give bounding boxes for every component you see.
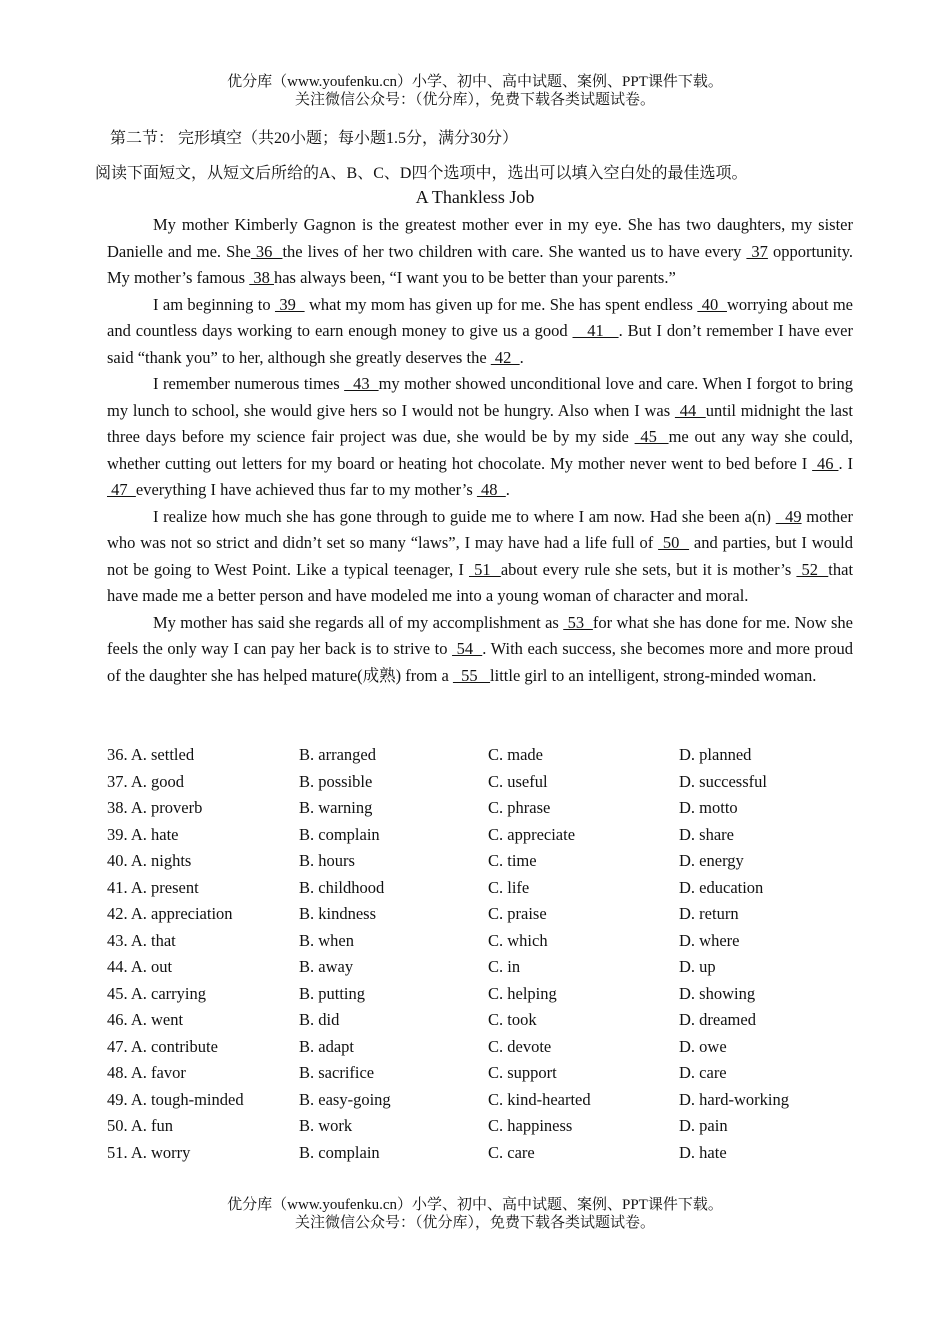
option-b: B. complain: [299, 1142, 380, 1162]
passage-paragraph: [107, 292, 853, 372]
passage-paragraph: [107, 212, 853, 292]
option-c: C. made: [488, 745, 543, 764]
footer-line-2: 关注微信公众号：（优分库），免费下载各类试题试卷。: [294, 1215, 655, 1231]
option-c: C. helping: [488, 983, 557, 1003]
option-a: 48. A. favor: [107, 1063, 186, 1082]
cloze-blank: 52: [796, 559, 829, 579]
cloze-blank: 41: [572, 321, 619, 340]
option-c: C. support: [488, 1063, 557, 1082]
option-a: 50. A. fun: [107, 1116, 173, 1135]
option-a: 43. A. that: [107, 930, 176, 950]
cloze-blank: 42: [490, 347, 520, 367]
option-d: D. care: [679, 1063, 727, 1082]
passage-text: I am beginning to: [153, 294, 275, 314]
passage-paragraph: [107, 371, 853, 504]
option-c: C. care: [488, 1142, 535, 1162]
passage-text: My mother Kimberly Gagnon is the greatest mother ever in my eye. She has two daughters, my sister Danielle and me. She: [107, 215, 853, 261]
option-c: C. devote: [488, 1036, 552, 1056]
option-c: C. life: [488, 877, 530, 897]
option-a: 49. A. tough-minded: [107, 1089, 244, 1109]
option-c: C. useful: [488, 771, 548, 791]
option-a: 40. A. nights: [107, 851, 192, 870]
option-d: D. return: [679, 904, 739, 923]
cloze-blank: 50: [658, 533, 690, 552]
option-c: C. kind-hearted: [488, 1089, 591, 1109]
question-options-row: [107, 848, 853, 875]
cloze-blank: 38: [249, 268, 274, 287]
option-d: D. energy: [679, 851, 744, 870]
passage-text: I remember numerous times: [153, 374, 345, 393]
cloze-blank: 48: [476, 480, 506, 499]
section-title: 第二节： 完形填空（共20小题；每小题1.5分，满分30分）: [110, 130, 519, 147]
option-b: B. complain: [299, 824, 380, 844]
option-c: C. took: [488, 1010, 537, 1029]
option-b: B. putting: [299, 983, 366, 1003]
passage-text: everything I have achieved thus far to my mother’s: [135, 480, 477, 499]
option-a: 42. A. appreciation: [107, 904, 233, 923]
passage-text: has always been, “I want you to be better than your parents.”: [273, 268, 676, 287]
passage-text: mother who was not so strict and didn’t set so many “laws”, I may have had a life full of: [107, 506, 853, 552]
question-options-row: [107, 901, 853, 928]
option-c: C. appreciate: [488, 824, 576, 844]
option-b: B. sacrifice: [299, 1063, 375, 1082]
passage-text: little girl to an intelligent, strong-minded woman.: [490, 665, 817, 685]
question-options-row: [107, 1113, 853, 1140]
option-b: B. warning: [299, 798, 373, 817]
passage-text: . But I don’t remember I have ever said “thank you” to her, although she greatly deserves the: [107, 321, 853, 367]
passage-title: A Thankless Job: [415, 187, 535, 207]
question-options-row: [107, 1087, 853, 1114]
option-a: 47. A. contribute: [107, 1036, 218, 1056]
question-options-row: [107, 981, 853, 1008]
option-c: C. which: [488, 930, 548, 950]
passage-text: I realize how much she has gone through to guide me to where I am now. Had she been a(n): [153, 506, 776, 526]
question-options-row: [107, 954, 853, 981]
option-d: D. where: [679, 930, 740, 950]
option-b: B. possible: [299, 771, 373, 791]
option-d: D. pain: [679, 1116, 728, 1135]
option-a: 45. A. carrying: [107, 983, 206, 1003]
option-b: B. easy-going: [299, 1089, 391, 1109]
cloze-blank: 55: [452, 665, 491, 685]
passage-text: . I: [838, 453, 854, 473]
option-d: D. hate: [679, 1142, 727, 1162]
passage-text: My mother has said she regards all of my accomplishment as: [153, 612, 564, 632]
page-footer: [0, 1196, 950, 1232]
option-d: D. up: [679, 957, 716, 976]
option-d: D. education: [679, 877, 764, 897]
passage-text: the lives of her two children with care. She wanted us to have every: [282, 241, 747, 261]
question-options-row: [107, 1007, 853, 1034]
passage-paragraph: [107, 610, 853, 690]
passage-text: worrying about me and countless days working to earn enough money to give us a good: [107, 294, 854, 340]
option-a: 36. A. settled: [107, 745, 195, 764]
header-line-2: 关注微信公众号：（优分库），免费下载各类试题试卷。: [294, 92, 655, 108]
passage-text: me out any way she could, whether cutting out letters for my board or heating hot chocolate. My mother never went to bed before I: [107, 427, 853, 473]
option-a: 38. A. proverb: [107, 798, 203, 817]
passage: [107, 212, 853, 689]
options-list: [107, 742, 853, 1166]
passage-text: what my mom has given up for me. She has spent endless: [304, 294, 698, 314]
cloze-blank: 39: [274, 294, 305, 314]
cloze-blank: 46: [812, 453, 839, 473]
header-line-1: 优分库（www.youfenku.cn）小学、初中、高中试题、案例、PPT课件下载。: [227, 74, 723, 90]
option-d: D. showing: [679, 983, 756, 1003]
option-b: B. arranged: [299, 745, 376, 764]
option-b: B. when: [299, 930, 354, 950]
option-c: C. time: [488, 851, 537, 870]
cloze-blank: 36: [250, 241, 283, 261]
option-b: B. away: [299, 957, 354, 976]
option-d: D. motto: [679, 798, 738, 817]
page-header: [0, 73, 950, 109]
option-a: 46. A. went: [107, 1010, 184, 1029]
option-c: C. in: [488, 957, 521, 976]
passage-text: .: [519, 347, 524, 367]
passage-text: my mother showed unconditional love and care. When I forgot to bring my lunch to school, she would give hers so I would not be hungry. Also when I was: [107, 374, 853, 420]
cloze-blank: 37: [746, 241, 768, 261]
passage-paragraph: [107, 504, 853, 610]
passage-text: . With each success, she becomes more and more proud of the daughter she has helped mature(成熟) from a: [107, 639, 854, 685]
passage-text: for what she has done for me. Now she feels the only way I can pay her back is to strive to: [107, 612, 853, 658]
option-b: B. kindness: [299, 904, 377, 923]
question-options-row: [107, 1140, 853, 1167]
option-d: D. dreamed: [679, 1010, 756, 1029]
cloze-blank: 54: [452, 639, 483, 658]
cloze-blank: 45: [634, 427, 669, 446]
option-a: 39. A. hate: [107, 824, 179, 844]
passage-text: that have made me a better person and have modeled me into a young woman of character and moral.: [107, 559, 854, 605]
option-b: B. childhood: [299, 877, 385, 897]
passage-text: until midnight the last three days before my science fair project was due, she would be by my side: [107, 400, 853, 446]
instruction: 阅读下面短文，从短文后所给的A、B、C、D四个选项中，选出可以填入空白处的最佳选项。: [95, 165, 748, 182]
passage-text: opportunity. My mother’s famous: [107, 241, 854, 287]
option-c: C. phrase: [488, 798, 551, 817]
cloze-blank: 51: [468, 559, 501, 579]
question-options-row: [107, 795, 853, 822]
cloze-blank: 40: [697, 294, 727, 314]
question-options-row: [107, 1060, 853, 1087]
question-options-row: [107, 742, 853, 769]
option-b: B. work: [299, 1116, 353, 1135]
option-d: D. planned: [679, 745, 752, 764]
question-options-row: [107, 928, 853, 955]
option-d: D. hard-working: [679, 1089, 789, 1109]
question-options-row: [107, 1034, 853, 1061]
option-a: 44. A. out: [107, 957, 173, 976]
footer-line-1: 优分库（www.youfenku.cn）小学、初中、高中试题、案例、PPT课件下载。: [227, 1197, 723, 1213]
passage-text: about every rule she sets, but it is mother’s: [500, 559, 797, 579]
cloze-blank: 47: [107, 480, 136, 499]
cloze-blank: 44: [674, 400, 706, 420]
option-d: D. successful: [679, 771, 767, 791]
passage-text: and parties, but I would not be going to West Point. Like a typical teenager, I: [107, 533, 853, 579]
option-a: 51. A. worry: [107, 1142, 191, 1162]
passage-text: .: [505, 480, 510, 499]
cloze-blank: 53: [563, 612, 593, 632]
option-a: 41. A. present: [107, 877, 199, 897]
option-d: D. share: [679, 824, 734, 844]
option-c: C. praise: [488, 904, 547, 923]
option-b: B. hours: [299, 851, 355, 870]
question-options-row: [107, 875, 853, 902]
option-c: C. happiness: [488, 1116, 573, 1135]
question-options-row: [107, 769, 853, 796]
cloze-blank: 49: [775, 506, 802, 526]
option-b: B. adapt: [299, 1036, 354, 1056]
option-b: B. did: [299, 1010, 340, 1029]
option-a: 37. A. good: [107, 771, 185, 791]
cloze-blank: 43: [344, 374, 379, 393]
question-options-row: [107, 822, 853, 849]
option-d: D. owe: [679, 1036, 727, 1056]
